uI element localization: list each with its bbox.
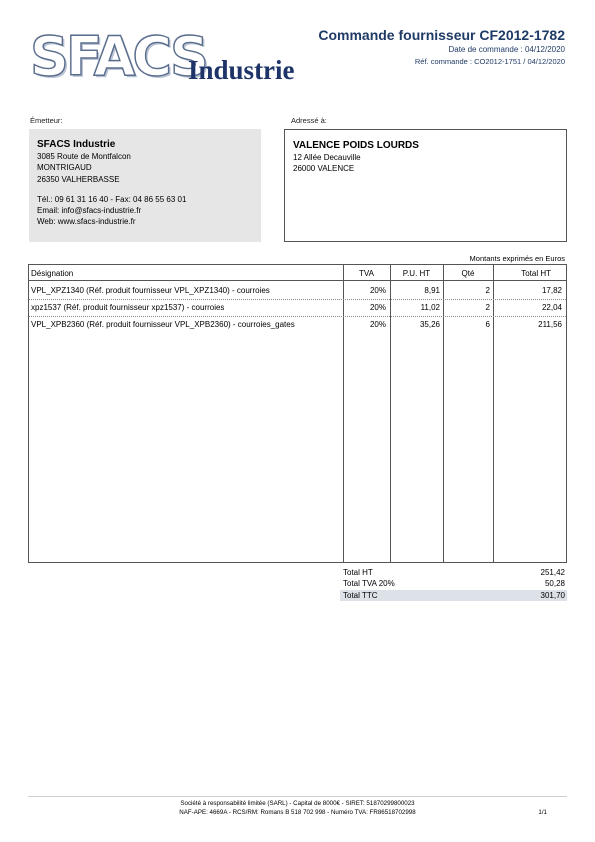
recipient-label: Adressé à: bbox=[291, 116, 327, 125]
total-ht-value: 251,42 bbox=[540, 568, 565, 577]
recipient-address-line: 12 Allée Decauville bbox=[293, 153, 361, 162]
recipient-city-line: 26000 VALENCE bbox=[293, 164, 355, 174]
recipient-block bbox=[284, 129, 567, 242]
recipient-name: VALENCE POIDS LOURDS bbox=[293, 140, 419, 151]
currency-note: Montants exprimés en Euros bbox=[469, 254, 565, 263]
line-designation: VPL_XPB2360 (Réf. produit fournisseur VPL_XPB2360) - courroies_gates bbox=[31, 320, 295, 329]
total-tva-row bbox=[340, 578, 567, 589]
line-tva: 20% bbox=[369, 286, 386, 295]
sender-block bbox=[29, 129, 261, 242]
line-designation: VPL_XPZ1340 (Réf. produit fournisseur VPL_XPZ1340) - courroies bbox=[31, 286, 270, 295]
page-number: 1/1 bbox=[538, 809, 547, 816]
sender-phone: Tél.: 09 61 31 16 40 - Fax: 04 86 55 63 01 bbox=[37, 194, 187, 204]
footer-legal-line-2: NAF-APE: 4669A - RCS/RM: Romans B 518 702 998 - Numéro TVA: FR86518702998 bbox=[179, 809, 416, 816]
total-ttc-row bbox=[340, 590, 567, 601]
total-ht-label: Total HT bbox=[343, 568, 373, 577]
footer-divider bbox=[28, 796, 567, 797]
total-tva-label: Total TVA 20% bbox=[343, 579, 395, 588]
document-title: Commande fournisseur CF2012-1782 bbox=[318, 27, 565, 43]
column-header-designation: Désignation bbox=[31, 269, 74, 278]
column-header-total-ht: Total HT bbox=[521, 269, 551, 278]
line-designation: xpz1537 (Réf. produit fournisseur xpz1537) - courroies bbox=[31, 303, 225, 312]
sender-label: Émetteur: bbox=[30, 116, 63, 125]
line-total-ht: 17,82 bbox=[541, 286, 562, 295]
sender-address-line: 3085 Route de Montfalcon bbox=[37, 152, 131, 161]
column-header-tva: TVA bbox=[359, 269, 374, 278]
column-header-unit-price: P.U. HT bbox=[402, 269, 431, 278]
line-total-ht: 211,56 bbox=[538, 320, 562, 329]
line-tva: 20% bbox=[369, 320, 386, 329]
footer-legal-line-1: Société à responsabilité limitée (SARL) - Capital de 8000€ - SIRET: 51870299800023 bbox=[180, 800, 415, 807]
company-logo bbox=[30, 25, 320, 90]
line-unit-price: 8,91 bbox=[424, 286, 440, 295]
total-ht-row bbox=[340, 567, 567, 578]
sender-city-line: MONTRIGAUD bbox=[37, 163, 92, 173]
line-unit-price: 35,26 bbox=[419, 320, 440, 329]
line-quantity: 2 bbox=[485, 286, 490, 295]
total-tva-value: 50,28 bbox=[544, 579, 565, 588]
total-ttc-value: 301,70 bbox=[540, 591, 565, 600]
sender-postcode-line: 26350 VALHERBASSE bbox=[37, 174, 120, 184]
order-date: Date de commande : 04/12/2020 bbox=[448, 45, 565, 54]
column-header-quantity: Qté bbox=[461, 269, 475, 278]
sender-email: Email: info@sfacs-industrie.fr bbox=[37, 206, 142, 216]
line-unit-price: 11,02 bbox=[420, 303, 440, 312]
order-lines-table bbox=[28, 264, 567, 563]
total-ttc-label: Total TTC bbox=[343, 591, 378, 600]
sender-name: SFACS Industrie bbox=[37, 139, 116, 150]
line-total-ht: 22,04 bbox=[541, 303, 562, 312]
line-tva: 20% bbox=[369, 303, 386, 312]
logo-wordmark: SFACS bbox=[30, 25, 206, 88]
line-quantity: 2 bbox=[485, 303, 490, 312]
sender-website: Web: www.sfacs-industrie.fr bbox=[37, 217, 136, 227]
line-quantity: 6 bbox=[485, 320, 490, 329]
logo-subtitle: Industrie bbox=[188, 55, 295, 85]
order-reference: Réf. commande : CO2012-1751 / 04/12/2020 bbox=[414, 57, 565, 66]
